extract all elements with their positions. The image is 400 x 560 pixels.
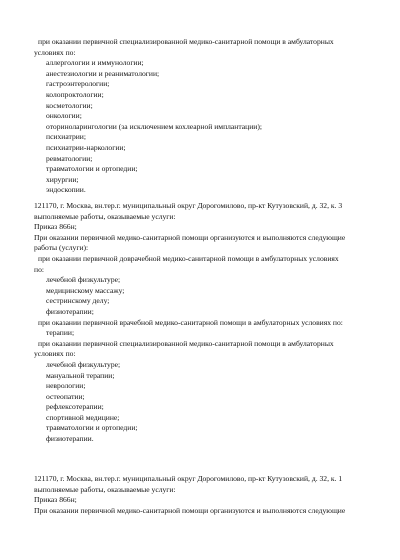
document-line: физиотерапии.: [46, 434, 94, 444]
services-section-3: [34, 474, 379, 516]
document-line: неврологии;: [46, 381, 86, 391]
document-line: условиях по:: [34, 47, 76, 57]
document-line: при оказании первичной доврачебной медико-санитарной помощи в амбулаторных условиях: [38, 253, 339, 263]
document-line: аллергологии и иммунологии;: [46, 58, 144, 68]
document-line: При оказании первичной медико-санитарной помощи организуются и выполняются следующие: [34, 232, 346, 242]
document-line: спортивной медицине;: [46, 412, 120, 422]
document-line: оториноларингологии (за исключением кохлеарной имплантации);: [46, 121, 262, 131]
document-line: при оказании первичной врачебной медико-санитарной помощи в амбулаторных условиях по:: [38, 317, 343, 327]
document-line: онкологии;: [46, 111, 82, 121]
document-line: психиатрии;: [46, 132, 86, 142]
document-line: при оказании первичной специализированной медико-санитарной помощи в амбулаторных: [38, 37, 334, 46]
document-line: хирургии;: [46, 174, 79, 184]
document-line: лечебной физкультуре;: [46, 275, 121, 285]
document-line: при оказании первичной специализированной медико-санитарной помощи в амбулаторных: [38, 338, 334, 348]
document-line: анестезиологии и реаниматологии;: [46, 68, 160, 78]
document-line: выполняемые работы, оказываемые услуги:: [34, 484, 176, 494]
document-line: мануальной терапии;: [46, 370, 115, 380]
document-line: Приказ 866н;: [34, 222, 77, 232]
document-line: ревматологии;: [46, 153, 93, 163]
services-section-2: [34, 201, 379, 445]
document-line: медицинскому массажу;: [46, 285, 125, 295]
document-line: Приказ 866н;: [34, 495, 77, 505]
document-line: выполняемые работы, оказываемые услуги:: [34, 211, 176, 221]
document-line: терапии;: [46, 328, 75, 338]
services-section-1: [34, 37, 379, 196]
document-line: сестринскому делу;: [46, 296, 110, 306]
document-line: травматологии и ортопедии;: [46, 164, 138, 174]
document-line: физиотерапии;: [46, 306, 94, 316]
document-line: При оказании первичной медико-санитарной помощи организуются и выполняются следующие: [34, 505, 346, 515]
document-line: работы (услуги):: [34, 243, 89, 253]
document-line: лечебной физкультуре;: [46, 359, 121, 369]
document-line: гастроэнтерологии;: [46, 79, 110, 89]
document-line: травматологии и ортопедии;: [46, 423, 138, 433]
document-line: рефлексотерапии;: [46, 402, 104, 412]
document-line: психиатрии-наркологии;: [46, 142, 126, 152]
document-line: по:: [34, 264, 44, 274]
document-line: косметологии;: [46, 100, 93, 110]
document-line: колопроктологии;: [46, 89, 104, 99]
document-line: остеопатии;: [46, 391, 85, 401]
document-line: 121170, г. Москва, вн.тер.г. муниципальный округ Дорогомилово, пр-кт Кутузовский, д. 32, к. 1: [34, 474, 343, 483]
document-line: 121170, г. Москва, вн.тер.г. муниципальный округ Дорогомилово, пр-кт Кутузовский, д. 32, к. 3: [34, 201, 343, 210]
document-line: условиях по:: [34, 349, 76, 359]
document-line: эндоскопии.: [46, 185, 86, 195]
